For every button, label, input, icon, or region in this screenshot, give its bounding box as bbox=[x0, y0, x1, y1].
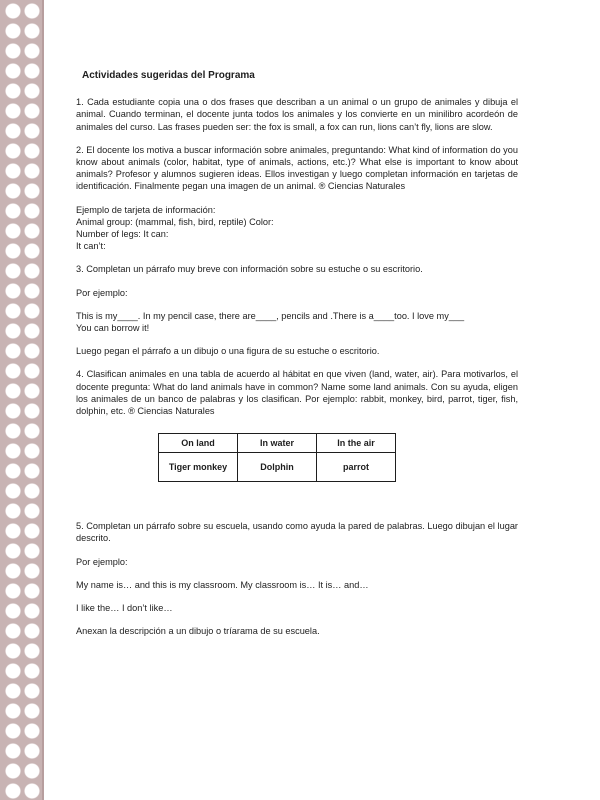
habitat-table bbox=[158, 433, 396, 482]
header-in-water: In water bbox=[238, 434, 317, 453]
activity-5-example-2: I like the… I don’t like… bbox=[76, 603, 173, 614]
activity-5-example-1: My name is… and this is my classroom. My classroom is… It is… and… bbox=[76, 579, 369, 590]
cell-land-animals: Tiger monkey bbox=[159, 453, 238, 482]
info-card-example bbox=[76, 204, 518, 253]
example-line: This is my____. In my pencil case, there are____, pencils and .There is a____too. I love my___ bbox=[76, 310, 465, 321]
info-card-line: Animal group: (mammal, fish, bird, reptile) Color: bbox=[76, 216, 274, 227]
activity-5-followup: Anexan la descripción a un dibujo o tríarama de su escuela. bbox=[76, 626, 320, 637]
activity-1: 1. Cada estudiante copia una o dos frases que describan a un animal o un grupo de animales y dibuja el animal. Cuando terminan, el docente junta todos los animales y los convierte en un minilibro acordeón de animales del curso. Las frases pueden ser: the fox is small, a fox can run, lions can’t fly, lions are slow. bbox=[76, 97, 518, 132]
activity-4: 4. Clasifican animales en una tabla de acuerdo al hábitat en que viven (land, water, air). Para motivarlos, el docente pregunta: What do land animals have in common? Name some land animals. Con su ayuda, eligen los animales de un banco de palabras y los clasifican. Por ejemplo: rabbit, monkey, bird, parrot, tiger, fish, dolphin, etc. ® Ciencias Naturales bbox=[76, 369, 518, 417]
info-card-line: Number of legs: It can: bbox=[76, 229, 169, 240]
activity-3: 3. Completan un párrafo muy breve con información sobre su estuche o su escritorio. bbox=[76, 264, 423, 275]
spiral-binding-strip bbox=[0, 0, 44, 800]
activity-5-example-intro: Por ejemplo: bbox=[76, 556, 128, 567]
info-card-line: It can’t: bbox=[76, 241, 106, 252]
activity-3-followup: Luego pegan el párrafo a un dibujo o una figura de su estuche o escritorio. bbox=[76, 346, 380, 357]
example-line: You can borrow it! bbox=[76, 323, 150, 334]
page-title: Actividades sugeridas del Programa bbox=[82, 70, 255, 81]
habitat-table-header-row bbox=[159, 434, 396, 453]
cell-air-animals: parrot bbox=[317, 453, 396, 482]
activity-2: 2. El docente los motiva a buscar información sobre animales, preguntando: What kind of information do you know about animals (color, habitat, type of animals, actions, etc.)? What else is important to know about animals? Profesor y alumnos sugieren ideas. Ellos investigan y luego completan información en tarjetas de identificación. Finalmente pegan una imagen de un animal. ® Ciencias Naturales bbox=[76, 144, 518, 192]
binding-edge-line bbox=[42, 0, 44, 800]
header-on-land: On land bbox=[159, 434, 238, 453]
cell-water-animals: Dolphin bbox=[238, 453, 317, 482]
habitat-table-row bbox=[159, 453, 396, 482]
info-card-line: Ejemplo de tarjeta de información: bbox=[76, 204, 216, 215]
document-page bbox=[76, 70, 518, 648]
activity-3-example-intro: Por ejemplo: bbox=[76, 287, 128, 298]
activity-5: 5. Completan un párrafo sobre su escuela, usando como ayuda la pared de palabras. Luego dibujan el lugar descrito. bbox=[76, 521, 518, 544]
header-in-the-air: In the air bbox=[317, 434, 396, 453]
activity-3-example bbox=[76, 310, 518, 334]
